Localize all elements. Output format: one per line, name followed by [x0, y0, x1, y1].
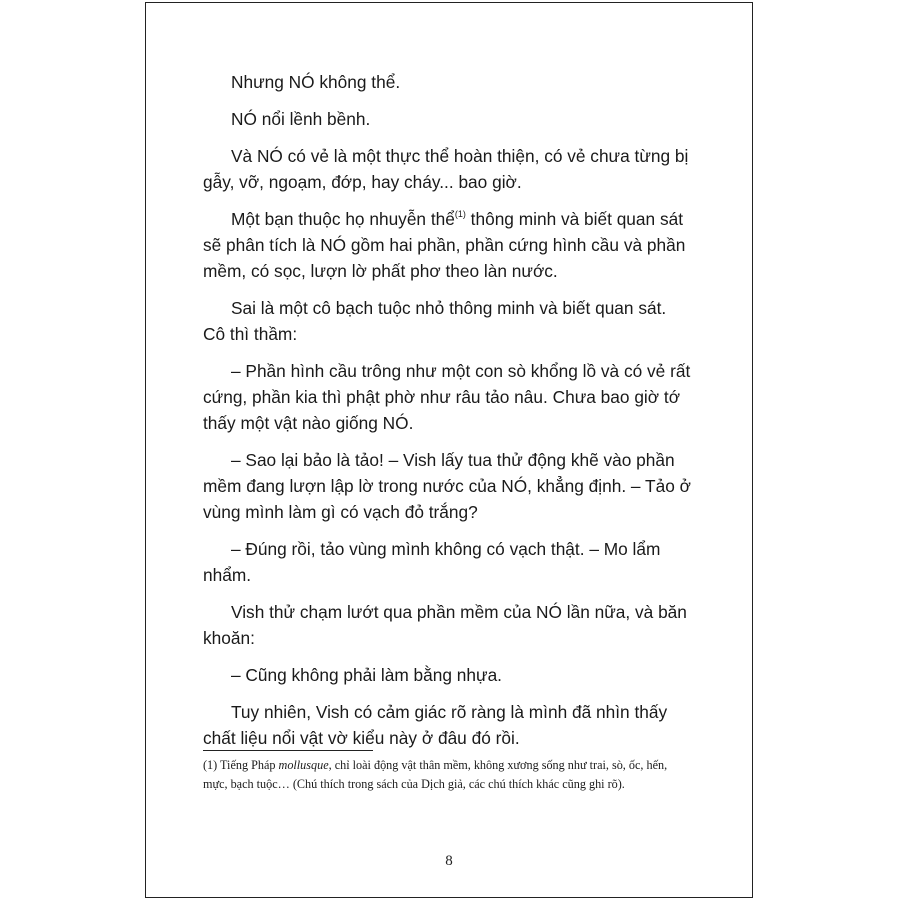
footnote-reference: (1): [454, 209, 466, 219]
paragraph: Nhưng NÓ không thể.: [231, 72, 401, 92]
paragraph-text: thông minh và biết quan sát sẽ phân tích là NÓ gồm hai phần, phần cứng hình cầu và phần mềm, có sọc, lượn lờ phất phơ theo làn nước.: [203, 209, 686, 281]
footnote-divider: [203, 750, 373, 751]
dialogue-paragraph: – Đúng rồi, tảo vùng mình không có vạch thật. – Mo lẩm nhẩm.: [203, 539, 661, 585]
book-page: [145, 2, 753, 898]
paragraph-text: Một bạn thuộc họ nhuyễn thể: [231, 209, 455, 229]
page-number: 8: [445, 853, 453, 869]
paragraph-with-footnote-ref: [203, 206, 693, 284]
footnote-term: mollusque: [278, 758, 329, 772]
footnote-text: , chỉ loài động vật thân mềm, không xương sống như trai, sò, ốc, hến, mực, bạch tuộc… (Chú thích trong sách của Dịch giả, các chú thích khác cũng ghi rõ).: [203, 758, 668, 791]
dialogue-paragraph: – Phần hình cầu trông như một con sò khổng lồ và có vẻ rất cứng, phần kia thì phật phờ như râu tảo nâu. Chưa bao giờ tớ thấy một vật nào giống NÓ.: [203, 361, 691, 433]
paragraph: Tuy nhiên, Vish có cảm giác rõ ràng là mình đã nhìn thấy chất liệu nổi vật vờ kiểu này ở đâu đó rồi.: [203, 702, 668, 748]
paragraph: Vish thử chạm lướt qua phần mềm của NÓ lần nữa, và băn khoăn:: [203, 602, 687, 648]
paragraph: Và NÓ có vẻ là một thực thể hoàn thiện, có vẻ chưa từng bị gẫy, vỡ, ngoạm, đớp, hay cháy... bao giờ.: [203, 146, 689, 192]
paragraph: NÓ nổi lềnh bềnh.: [231, 109, 371, 129]
footnote: [203, 756, 693, 794]
paragraph: Sai là một cô bạch tuộc nhỏ thông minh và biết quan sát. Cô thì thầm:: [203, 298, 667, 344]
footnote-prefix: (1) Tiếng Pháp: [203, 758, 279, 772]
dialogue-paragraph: – Cũng không phải làm bằng nhựa.: [231, 665, 502, 685]
body-text: [203, 69, 693, 762]
dialogue-paragraph: – Sao lại bảo là tảo! – Vish lấy tua thử động khẽ vào phần mềm đang lượn lập lờ trong nước của NÓ, khẳng định. – Tảo ở vùng mình làm gì có vạch đỏ trắng?: [203, 450, 691, 522]
